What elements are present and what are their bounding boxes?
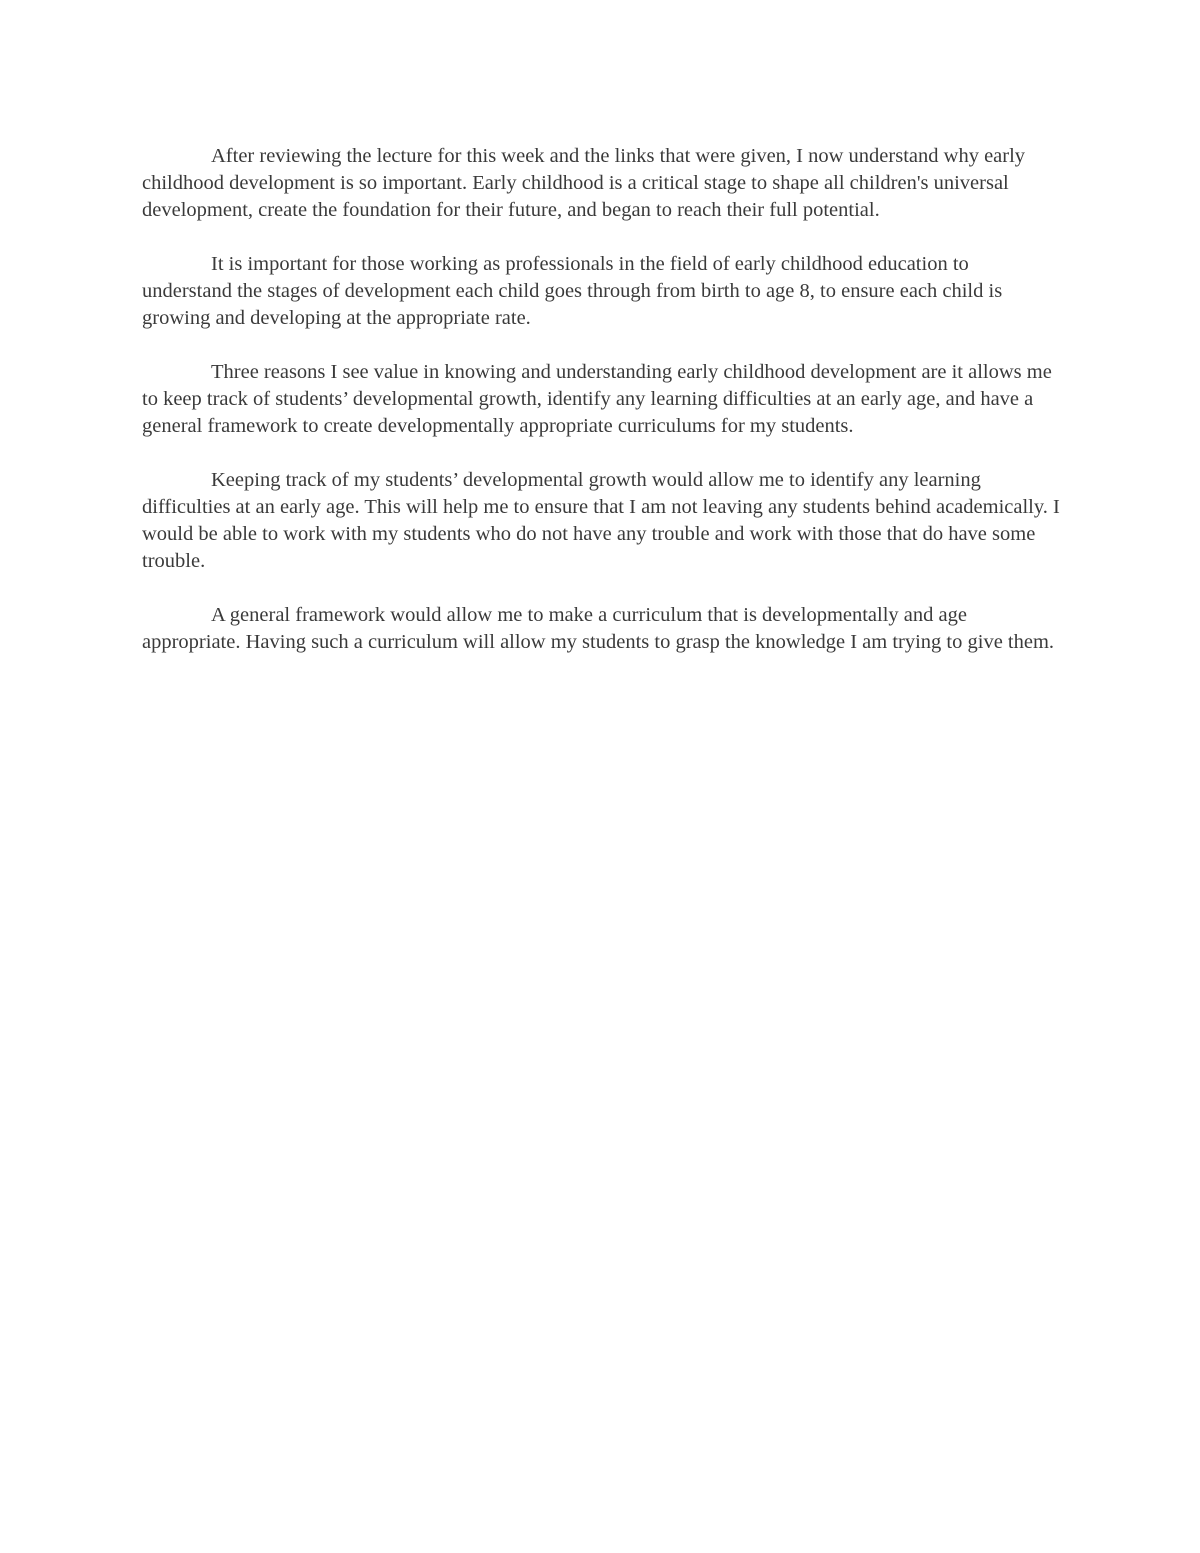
paragraph-1: After reviewing the lecture for this week and the links that were given, I now understand why early childhood development is so important. Early childhood is a critical stage to shape all children's universal development, create the foundation for their future, and began to reach their full potential. xyxy=(142,145,1026,221)
document-body xyxy=(142,143,1060,683)
paragraph-3: Three reasons I see value in knowing and understanding early childhood development are it allows me to keep track of students’ developmental growth, identify any learning difficulties at an early age, and have a general framework to create developmentally appropriate curriculums for my students. xyxy=(142,361,1052,437)
paragraph-4: Keeping track of my students’ developmental growth would allow me to identify any learning difficulties at an early age. This will help me to ensure that I am not leaving any students behind academically. I would be able to work with my students who do not have any trouble and work with those that do have some trouble. xyxy=(142,469,1060,572)
paragraph-5: A general framework would allow me to make a curriculum that is developmentally and age appropriate. Having such a curriculum will allow my students to grasp the knowledge I am trying to give them. xyxy=(142,604,1055,653)
paragraph-2: It is important for those working as professionals in the field of early childhood education to understand the stages of development each child goes through from birth to age 8, to ensure each child is growing and developing at the appropriate rate. xyxy=(142,253,1003,329)
